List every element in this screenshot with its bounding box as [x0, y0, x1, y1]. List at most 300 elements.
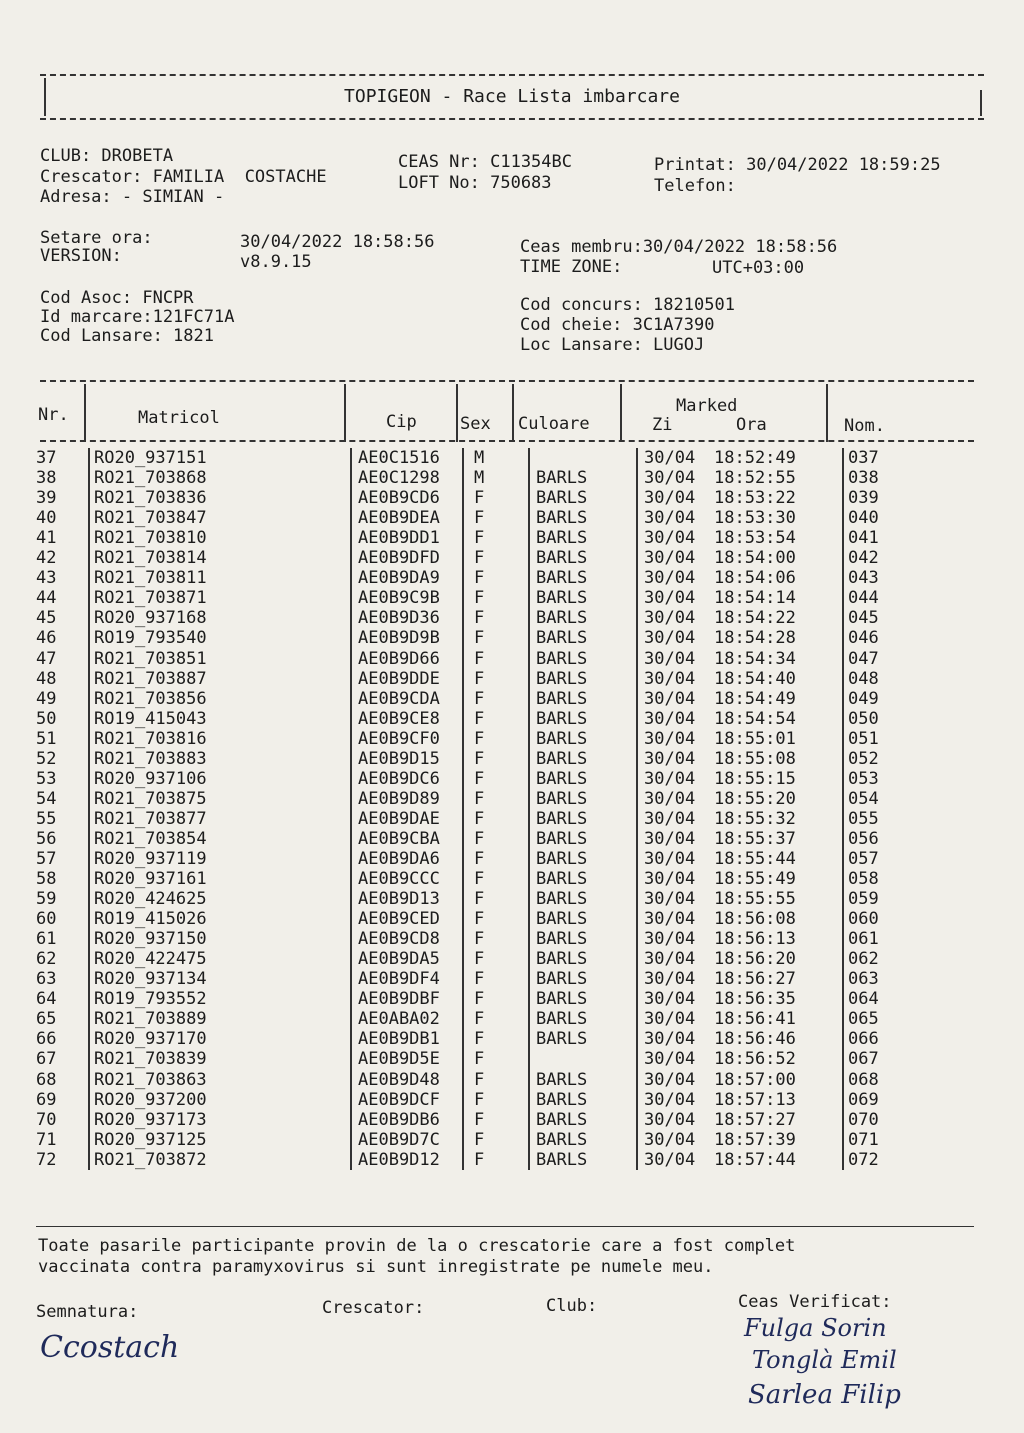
column-header-ora: Ora — [736, 415, 767, 435]
table-row — [36, 749, 938, 769]
header-divider — [512, 384, 514, 442]
table-row — [36, 849, 938, 869]
nom-cell: 041 — [843, 528, 938, 548]
marked-time-cell: 18:54:54 — [714, 708, 796, 729]
sex-cell: F — [463, 709, 529, 729]
marked-time-cell: 18:55:49 — [714, 869, 796, 890]
row-number: 46 — [36, 628, 57, 649]
nom-cell: 055 — [843, 809, 938, 829]
nom-cell: 069 — [843, 1090, 938, 1110]
table-row — [36, 829, 938, 849]
column-header-nom: Nom. — [844, 416, 885, 436]
marked-day-cell: 30/04 — [637, 1069, 714, 1089]
table-header-bottom-border — [40, 440, 974, 442]
culoare-cell: BARLS — [529, 1150, 637, 1170]
marked-time-cell: 18:54:49 — [714, 688, 796, 709]
marked-time-cell: 18:57:39 — [714, 1129, 796, 1150]
marked-day-cell: 30/04 — [637, 448, 714, 468]
marked-day-cell: 30/04 — [637, 588, 714, 608]
row-number: 61 — [36, 929, 57, 950]
marked-day-cell: 30/04 — [637, 488, 714, 508]
row-number: 56 — [36, 828, 57, 849]
row-number: 53 — [36, 768, 57, 789]
table-header-top-border — [40, 380, 974, 382]
row-number: 64 — [36, 989, 57, 1010]
table-row — [36, 1049, 938, 1069]
marked-time-cell: 18:54:40 — [714, 668, 796, 689]
cip-cell: AE0B9DB6 — [351, 1110, 463, 1130]
nom-cell: 066 — [843, 1029, 938, 1049]
row-number: 72 — [36, 1149, 57, 1170]
marked-day-cell: 30/04 — [637, 1090, 714, 1110]
cip-cell: AE0B9D5E — [351, 1049, 463, 1069]
marked-time-cell: 18:54:28 — [714, 628, 796, 649]
table-row — [36, 929, 938, 949]
row-number: 39 — [36, 488, 57, 509]
matricol-cell: RO21_703847 — [89, 508, 351, 528]
adresa-label: Adresa: - SIMIAN - — [40, 187, 225, 207]
cip-cell: AE0ABA02 — [351, 1009, 463, 1029]
cod-cheie: Cod cheie: 3C1A7390 — [520, 315, 715, 335]
sex-cell: F — [463, 749, 529, 769]
header-divider — [620, 384, 622, 442]
row-number: 55 — [36, 808, 57, 829]
matricol-cell: RO20_937151 — [89, 448, 351, 468]
handwritten-verifier-2: Tonglà Emil — [752, 1346, 897, 1374]
marked-time-cell: 18:53:22 — [714, 488, 796, 509]
culoare-cell: BARLS — [529, 849, 637, 869]
nom-cell: 063 — [843, 969, 938, 989]
header-divider — [84, 384, 86, 442]
sex-cell: F — [463, 568, 529, 588]
ceas-membru: Ceas membru:30/04/2022 18:58:56 — [520, 237, 838, 257]
sex-cell: F — [463, 689, 529, 709]
matricol-cell: RO20_937134 — [89, 969, 351, 989]
sex-cell: F — [463, 648, 529, 668]
cip-cell: AE0B9CF0 — [351, 729, 463, 749]
crescator-sign-label: Crescator: — [322, 1298, 425, 1318]
table-row — [36, 689, 938, 709]
telefon: Telefon: — [654, 176, 736, 196]
cip-cell: AE0B9CBA — [351, 829, 463, 849]
cip-cell: AE0B9CD8 — [351, 929, 463, 949]
cod-concurs: Cod concurs: 18210501 — [520, 295, 735, 315]
table-row — [36, 588, 938, 608]
sex-cell: F — [463, 1029, 529, 1049]
handwritten-verifier-3: Sarlea Filip — [748, 1380, 901, 1410]
ceas-nr: CEAS Nr: C11354BC — [398, 152, 572, 172]
row-number: 49 — [36, 688, 57, 709]
nom-cell: 072 — [843, 1150, 938, 1170]
culoare-cell: BARLS — [529, 528, 637, 548]
matricol-cell: RO21_703872 — [89, 1150, 351, 1170]
row-number: 50 — [36, 708, 57, 729]
culoare-cell: BARLS — [529, 769, 637, 789]
table-row — [36, 1029, 938, 1049]
cip-cell: AE0B9CD6 — [351, 488, 463, 508]
culoare-cell: BARLS — [529, 608, 637, 628]
cip-cell: AE0B9DDE — [351, 669, 463, 689]
sex-cell: F — [463, 949, 529, 969]
table-row — [36, 1009, 938, 1029]
matricol-cell: RO21_703871 — [89, 588, 351, 608]
marked-time-cell: 18:56:52 — [714, 1049, 796, 1070]
cip-cell: AE0B9DB1 — [351, 1029, 463, 1049]
row-number: 42 — [36, 548, 57, 569]
matricol-cell: RO20_937106 — [89, 769, 351, 789]
culoare-cell: BARLS — [529, 1009, 637, 1029]
row-number: 48 — [36, 668, 57, 689]
sex-cell: F — [463, 1049, 529, 1069]
nom-cell: 064 — [843, 989, 938, 1009]
matricol-cell: RO20_424625 — [89, 889, 351, 909]
version-value: v8.9.15 — [240, 252, 312, 272]
sex-cell: F — [463, 608, 529, 628]
sex-cell: F — [463, 1090, 529, 1110]
declaration-line-2: vaccinata contra paramyxovirus si sunt inregistrate pe numele meu. — [38, 1257, 714, 1277]
table-row — [36, 1069, 938, 1089]
culoare-cell: BARLS — [529, 729, 637, 749]
row-number: 63 — [36, 969, 57, 990]
table-row — [36, 1150, 938, 1170]
marked-day-cell: 30/04 — [637, 729, 714, 749]
sex-cell: M — [463, 448, 529, 468]
matricol-cell: RO21_703863 — [89, 1069, 351, 1089]
sex-cell: F — [463, 849, 529, 869]
matricol-cell: RO20_937200 — [89, 1090, 351, 1110]
sex-cell: F — [463, 929, 529, 949]
marked-time-cell: 18:56:13 — [714, 929, 796, 950]
marked-time-cell: 18:57:27 — [714, 1109, 796, 1130]
marked-day-cell: 30/04 — [637, 548, 714, 568]
nom-cell: 068 — [843, 1069, 938, 1089]
marked-time-cell: 18:53:54 — [714, 528, 796, 549]
marked-time-cell: 18:54:14 — [714, 588, 796, 609]
culoare-cell: BARLS — [529, 648, 637, 668]
marked-time-cell: 18:54:00 — [714, 548, 796, 569]
marked-time-cell: 18:54:06 — [714, 568, 796, 589]
marked-time-cell: 18:56:27 — [714, 969, 796, 990]
matricol-cell: RO21_703851 — [89, 648, 351, 668]
sex-cell: F — [463, 1130, 529, 1150]
table-row — [36, 488, 938, 508]
marked-day-cell: 30/04 — [637, 709, 714, 729]
marked-day-cell: 30/04 — [637, 849, 714, 869]
marked-day-cell: 30/04 — [637, 689, 714, 709]
marked-day-cell: 30/04 — [637, 809, 714, 829]
matricol-cell: RO20_937150 — [89, 929, 351, 949]
sex-cell: F — [463, 1069, 529, 1089]
culoare-cell: BARLS — [529, 1029, 637, 1049]
nom-cell: 050 — [843, 709, 938, 729]
row-number: 47 — [36, 648, 57, 669]
row-number: 69 — [36, 1089, 57, 1110]
matricol-cell: RO21_703810 — [89, 528, 351, 548]
cip-cell: AE0B9CCC — [351, 869, 463, 889]
culoare-cell: BARLS — [529, 488, 637, 508]
culoare-cell: BARLS — [529, 508, 637, 528]
row-number: 58 — [36, 869, 57, 890]
nom-cell: 045 — [843, 608, 938, 628]
culoare-cell: BARLS — [529, 1110, 637, 1130]
marked-day-cell: 30/04 — [637, 1029, 714, 1049]
culoare-cell: BARLS — [529, 1130, 637, 1150]
table-row — [36, 648, 938, 668]
marked-time-cell: 18:57:00 — [714, 1069, 796, 1090]
matricol-cell: RO19_415043 — [89, 709, 351, 729]
sex-cell: F — [463, 488, 529, 508]
table-row — [36, 769, 938, 789]
matricol-cell: RO21_703877 — [89, 809, 351, 829]
marked-time-cell: 18:53:30 — [714, 508, 796, 529]
row-number: 37 — [36, 448, 57, 469]
sex-cell: F — [463, 909, 529, 929]
table-row — [36, 709, 938, 729]
cip-cell: AE0B9DCF — [351, 1090, 463, 1110]
nom-cell: 067 — [843, 1049, 938, 1069]
culoare-cell: BARLS — [529, 949, 637, 969]
marked-time-cell: 18:52:55 — [714, 468, 796, 489]
nom-cell: 040 — [843, 508, 938, 528]
cip-cell: AE0B9D7C — [351, 1130, 463, 1150]
matricol-cell: RO19_793552 — [89, 989, 351, 1009]
marked-day-cell: 30/04 — [637, 669, 714, 689]
nom-cell: 054 — [843, 789, 938, 809]
matricol-cell: RO21_703856 — [89, 689, 351, 709]
culoare-cell: BARLS — [529, 1090, 637, 1110]
sex-cell: F — [463, 769, 529, 789]
row-number: 71 — [36, 1129, 57, 1150]
cip-cell: AE0C1516 — [351, 448, 463, 468]
matricol-cell: RO21_703811 — [89, 568, 351, 588]
table-row — [36, 889, 938, 909]
marked-time-cell: 18:52:49 — [714, 448, 796, 469]
culoare-cell: BARLS — [529, 628, 637, 648]
sex-cell: F — [463, 508, 529, 528]
culoare-cell: BARLS — [529, 468, 637, 488]
nom-cell: 060 — [843, 909, 938, 929]
marked-day-cell: 30/04 — [637, 769, 714, 789]
cod-asoc: Cod Asoc: FNCPR — [40, 288, 194, 308]
nom-cell: 070 — [843, 1110, 938, 1130]
row-number: 57 — [36, 848, 57, 869]
cip-cell: AE0B9C9B — [351, 588, 463, 608]
title-top-border — [40, 74, 984, 76]
table-row — [36, 1110, 938, 1130]
row-number: 40 — [36, 508, 57, 529]
nom-cell: 047 — [843, 648, 938, 668]
culoare-cell: BARLS — [529, 809, 637, 829]
sex-cell: F — [463, 889, 529, 909]
crescator-label: Crescator: FAMILIA COSTACHE — [40, 167, 327, 187]
column-header-zi: Zi — [652, 415, 673, 435]
row-number: 52 — [36, 748, 57, 769]
header-divider — [456, 384, 458, 442]
row-number: 59 — [36, 889, 57, 910]
matricol-cell: RO19_793540 — [89, 628, 351, 648]
row-number: 44 — [36, 588, 57, 609]
table-row — [36, 789, 938, 809]
matricol-cell: RO20_937168 — [89, 608, 351, 628]
loc-lansare: Loc Lansare: LUGOJ — [520, 335, 705, 355]
column-header-matricol: Matricol — [138, 408, 220, 428]
cod-lansare: Cod Lansare: 1821 — [40, 326, 214, 346]
row-number: 67 — [36, 1049, 57, 1070]
table-row — [36, 909, 938, 929]
title-bottom-border — [40, 118, 984, 120]
row-number: 66 — [36, 1029, 57, 1050]
column-header-cip: Cip — [386, 412, 417, 432]
nom-cell: 058 — [843, 869, 938, 889]
sex-cell: F — [463, 969, 529, 989]
nom-cell: 042 — [843, 548, 938, 568]
nom-cell: 043 — [843, 568, 938, 588]
cip-cell: AE0B9D9B — [351, 628, 463, 648]
marked-time-cell: 18:55:20 — [714, 788, 796, 809]
marked-time-cell: 18:55:44 — [714, 848, 796, 869]
culoare-cell: BARLS — [529, 929, 637, 949]
marked-day-cell: 30/04 — [637, 1009, 714, 1029]
id-marcare: Id marcare:121FC71A — [40, 307, 235, 327]
matricol-cell: RO21_703854 — [89, 829, 351, 849]
culoare-cell: BARLS — [529, 909, 637, 929]
sex-cell: F — [463, 1009, 529, 1029]
header-divider — [826, 384, 828, 442]
version-label: VERSION: — [40, 246, 122, 266]
marked-day-cell: 30/04 — [637, 949, 714, 969]
culoare-cell: BARLS — [529, 669, 637, 689]
row-number: 43 — [36, 568, 57, 589]
cip-cell: AE0B9D13 — [351, 889, 463, 909]
marked-day-cell: 30/04 — [637, 989, 714, 1009]
cip-cell: AE0B9CE8 — [351, 709, 463, 729]
marked-day-cell: 30/04 — [637, 528, 714, 548]
printat: Printat: 30/04/2022 18:59:25 — [654, 155, 941, 175]
marked-day-cell: 30/04 — [637, 1049, 714, 1069]
matricol-cell: RO19_415026 — [89, 909, 351, 929]
nom-cell: 059 — [843, 889, 938, 909]
culoare-cell: BARLS — [529, 568, 637, 588]
sex-cell: F — [463, 869, 529, 889]
semnatura-label: Semnatura: — [36, 1302, 139, 1322]
setare-ora-label: Setare ora: — [40, 228, 153, 248]
table-row — [36, 548, 938, 568]
marked-time-cell: 18:55:01 — [714, 728, 796, 749]
setare-ora-value: 30/04/2022 18:58:56 — [240, 232, 435, 252]
cip-cell: AE0B9D15 — [351, 749, 463, 769]
sex-cell: F — [463, 548, 529, 568]
matricol-cell: RO21_703839 — [89, 1049, 351, 1069]
row-number: 51 — [36, 728, 57, 749]
nom-cell: 062 — [843, 949, 938, 969]
marked-day-cell: 30/04 — [637, 508, 714, 528]
marked-time-cell: 18:56:08 — [714, 909, 796, 930]
matricol-cell: RO21_703814 — [89, 548, 351, 568]
club-sign-label: Club: — [546, 1296, 598, 1316]
culoare-cell: BARLS — [529, 789, 637, 809]
culoare-cell — [529, 448, 637, 468]
time-zone-value: UTC+03:00 — [712, 258, 805, 278]
table-row — [36, 669, 938, 689]
marked-time-cell: 18:57:44 — [714, 1149, 796, 1170]
column-header-sex: Sex — [460, 414, 491, 434]
table-row — [36, 729, 938, 749]
row-number: 41 — [36, 528, 57, 549]
matricol-cell: RO21_703836 — [89, 488, 351, 508]
column-header-culoare: Culoare — [518, 414, 590, 434]
marked-time-cell: 18:54:34 — [714, 648, 796, 669]
marked-time-cell: 18:54:22 — [714, 608, 796, 629]
culoare-cell: BARLS — [529, 749, 637, 769]
cip-cell: AE0B9DBF — [351, 989, 463, 1009]
marked-day-cell: 30/04 — [637, 648, 714, 668]
cip-cell: AE0B9DFD — [351, 548, 463, 568]
row-number: 62 — [36, 949, 57, 970]
declaration-line-1: Toate pasarile participante provin de la o crescatorie care a fost complet — [38, 1236, 796, 1256]
cip-cell: AE0B9DEA — [351, 508, 463, 528]
marked-day-cell: 30/04 — [637, 608, 714, 628]
sex-cell: F — [463, 669, 529, 689]
culoare-cell: BARLS — [529, 709, 637, 729]
cip-cell: AE0B9CDA — [351, 689, 463, 709]
marked-day-cell: 30/04 — [637, 749, 714, 769]
table-row — [36, 809, 938, 829]
document-title: TOPIGEON - Race Lista imbarcare — [344, 86, 680, 107]
matricol-cell: RO20_937170 — [89, 1029, 351, 1049]
sex-cell: F — [463, 809, 529, 829]
nom-cell: 053 — [843, 769, 938, 789]
cip-cell: AE0B9D89 — [351, 789, 463, 809]
culoare-cell — [529, 1049, 637, 1069]
sex-cell: F — [463, 789, 529, 809]
loft-nr: LOFT No: 750683 — [398, 173, 552, 193]
sex-cell: F — [463, 1150, 529, 1170]
cip-cell: AE0B9DAE — [351, 809, 463, 829]
nom-cell: 048 — [843, 669, 938, 689]
table-body — [36, 448, 938, 1170]
table-row — [36, 949, 938, 969]
matricol-cell: RO21_703875 — [89, 789, 351, 809]
time-zone-label: TIME ZONE: — [520, 257, 623, 277]
table-row — [36, 528, 938, 548]
table-row — [36, 1130, 938, 1150]
nom-cell: 065 — [843, 1009, 938, 1029]
footer-divider — [36, 1226, 974, 1227]
nom-cell: 044 — [843, 588, 938, 608]
cip-cell: AE0B9D48 — [351, 1069, 463, 1089]
row-number: 45 — [36, 608, 57, 629]
handwritten-signature: Ccostach — [40, 1330, 180, 1365]
table-row — [36, 448, 938, 468]
nom-cell: 046 — [843, 628, 938, 648]
nom-cell: 051 — [843, 729, 938, 749]
sex-cell: F — [463, 588, 529, 608]
marked-time-cell: 18:56:46 — [714, 1029, 796, 1050]
row-number: 65 — [36, 1009, 57, 1030]
sex-cell: F — [463, 528, 529, 548]
cip-cell: AE0B9DA6 — [351, 849, 463, 869]
row-number: 60 — [36, 909, 57, 930]
table-row — [36, 468, 938, 488]
nom-cell: 039 — [843, 488, 938, 508]
boarding-table — [36, 448, 938, 1170]
culoare-cell: BARLS — [529, 689, 637, 709]
marked-time-cell: 18:56:35 — [714, 989, 796, 1010]
sex-cell: F — [463, 989, 529, 1009]
cip-cell: AE0B9D36 — [351, 608, 463, 628]
marked-day-cell: 30/04 — [637, 929, 714, 949]
cip-cell: AE0B9DC6 — [351, 769, 463, 789]
